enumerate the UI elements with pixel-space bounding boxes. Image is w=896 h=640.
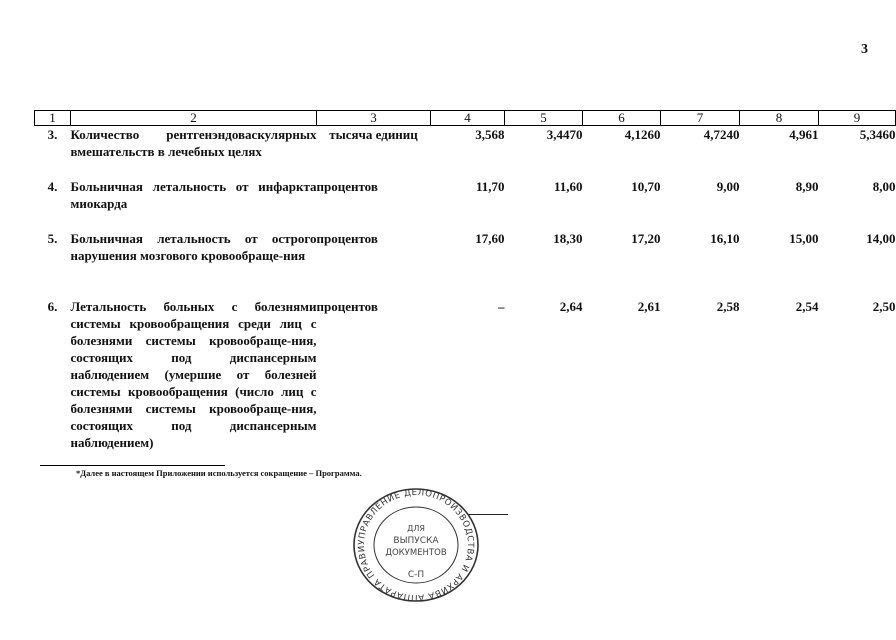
- value-cell: 4,7240: [703, 127, 740, 142]
- header-cell: 9: [819, 111, 896, 126]
- stamp-center-line: ДОКУМЕНТОВ: [385, 548, 447, 558]
- unit: процентов: [316, 230, 378, 246]
- value-cell: 10,70: [631, 178, 661, 194]
- value-cell: 4,1260: [624, 127, 661, 142]
- value-cell: 3,4470: [546, 127, 583, 142]
- value-cell: 9,00: [716, 178, 740, 194]
- value-cell: 11,70: [475, 178, 505, 194]
- row-number: 5.: [47, 230, 58, 246]
- value-cell: 2,54: [795, 298, 819, 314]
- value-cell: 11,60: [553, 178, 583, 194]
- header-cell: 2: [71, 111, 317, 126]
- footnote: *Далее в настоящем Приложении используется сокращение – Программа.: [76, 468, 362, 478]
- value-cell: 8,90: [795, 178, 819, 194]
- stamp-outer-text: УПРАВЛЕНИЕ ДЕЛОПРОИЗВОДСТВА И АРХИВА АППАРАТА ПРАВИ: [356, 487, 476, 603]
- table-row: [35, 230, 896, 298]
- value-cell: 16,10: [710, 230, 740, 246]
- value-cell: 14,00: [866, 230, 896, 246]
- value-cell: –: [498, 298, 505, 314]
- stamp-center-line: ДЛЯ: [407, 524, 425, 533]
- row-number: 6.: [47, 298, 58, 314]
- table-row: [35, 298, 896, 451]
- value-cell: 8,00: [872, 178, 896, 194]
- table-row: [35, 126, 896, 178]
- official-stamp: [352, 487, 480, 608]
- unit: тысяча единиц: [329, 127, 418, 142]
- header-row: [35, 111, 896, 126]
- indicator-name: Количество рентгенэндоваскулярных вмешательств в лечебных целях: [70, 127, 317, 159]
- stamp-seal-icon: [352, 487, 480, 603]
- header-cell: 4: [431, 111, 505, 126]
- value-cell: 2,58: [716, 298, 740, 314]
- value-cell: 18,30: [553, 230, 583, 246]
- row-number: 3.: [47, 127, 58, 142]
- row-number: 4.: [47, 178, 58, 194]
- header-cell: 6: [583, 111, 661, 126]
- page-number: 3: [861, 42, 868, 57]
- stamp-center-line: ВЫПУСКА: [393, 536, 439, 546]
- header-cell: 1: [35, 111, 71, 126]
- value-cell: 4,961: [789, 127, 819, 142]
- header-cell: 7: [661, 111, 740, 126]
- indicators-table: [34, 110, 896, 451]
- indicator-name: Летальность больных с болезнями системы кровообращения среди лиц с болезнями системы кровообраще-ния, состоящих под диспансерным наблюдением (умершие от болезней системы кровообращения (число лиц с болезнями системы кровообраще-ния, состоящих под диспансерным наблюдением): [70, 298, 317, 450]
- value-cell: 5,3460: [859, 127, 896, 142]
- value-cell: 2,64: [559, 298, 583, 314]
- header-cell: 3: [317, 111, 431, 126]
- value-cell: 2,61: [637, 298, 661, 314]
- value-cell: 17,20: [631, 230, 661, 246]
- header-cell: 5: [505, 111, 583, 126]
- footnote-divider: [40, 465, 225, 466]
- table-row: [35, 178, 896, 230]
- value-cell: 2,50: [872, 298, 896, 314]
- stamp-bottom-text: С-П: [407, 570, 425, 580]
- value-cell: 17,60: [475, 230, 505, 246]
- indicator-name: Больничная летальность от острого нарушения мозгового кровообраще-ния: [70, 230, 317, 263]
- unit: процентов: [316, 298, 378, 314]
- unit: процентов: [316, 178, 378, 194]
- value-cell: 3,568: [475, 127, 505, 142]
- indicator-name: Больничная летальность от инфаркта миокарда: [70, 178, 317, 211]
- header-cell: 8: [740, 111, 819, 126]
- value-cell: 15,00: [789, 230, 819, 246]
